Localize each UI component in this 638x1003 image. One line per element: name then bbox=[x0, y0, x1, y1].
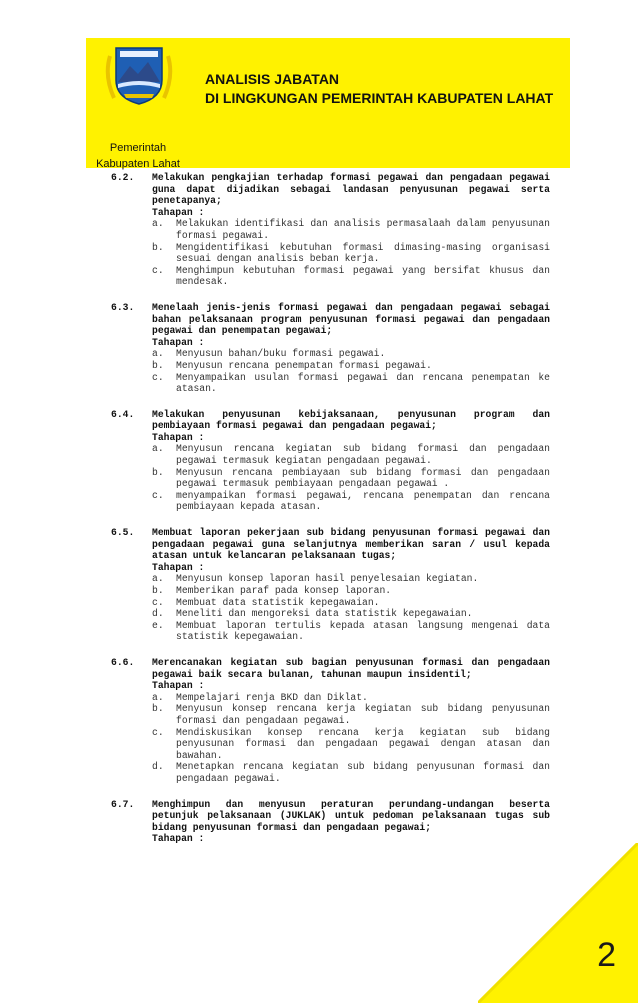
step-letter: b. bbox=[152, 241, 164, 253]
step-item bbox=[152, 620, 550, 643]
section-heading: Menelaah jenis-jenis formasi pegawai dan pengadaan pegawai sebagai bahan pelaksanaan program penyusunan formasi pegawai dan pengadaan pegawai dan penempatan pegawai; bbox=[152, 301, 550, 337]
step-letter: c. bbox=[152, 726, 164, 738]
section-heading: Menghimpun dan menyusun peraturan perundang-undangan beserta petunjuk pelaksanaan (JUKLAK) untuk pedoman pelaksanaan tugas sub bidang penyusunan formasi dan pengadaan pegawai; bbox=[152, 798, 550, 833]
step-item bbox=[152, 443, 550, 466]
step-text: menyampaikan formasi pegawai, rencana penempatan dan rencana pembiayaan kepada atasan. bbox=[176, 489, 550, 513]
step-letter: a. bbox=[152, 218, 164, 230]
step-letter: a. bbox=[152, 691, 164, 703]
step-text: Meneliti dan mengoreksi data statistik kepegawaian. bbox=[176, 608, 473, 620]
tahapan-label: Tahapan : bbox=[152, 561, 205, 573]
institution-line-2: Kabupaten Lahat bbox=[96, 158, 180, 170]
step-letter: d. bbox=[152, 761, 164, 773]
step-text: Mengidentifikasi kebutuhan formasi dimasing-masing organisasi sesuai dengan analisis beban kerja. bbox=[176, 241, 550, 265]
section-heading: Melakukan pengkajian terhadap formasi pegawai dan pengadaan pegawai guna dapat dijadikan sebagai landasan penyusunan pegawai serta penetapanya; bbox=[152, 172, 550, 207]
step-text: Menetapkan rencana kegiatan sub bidang penyusunan formasi dan pengadaan pegawai. bbox=[176, 761, 550, 784]
step-item bbox=[152, 608, 550, 620]
institution-line-1: Pemerintah bbox=[109, 142, 167, 154]
step-item bbox=[152, 727, 550, 762]
step-item bbox=[152, 242, 550, 265]
tahapan-label: Tahapan : bbox=[152, 833, 205, 845]
step-item bbox=[152, 597, 550, 609]
section-number: 6.4. bbox=[111, 408, 135, 420]
tahapan-label: Tahapan : bbox=[152, 206, 205, 218]
step-text: Memberikan paraf pada konsep laporan. bbox=[176, 585, 392, 596]
step-letter: a. bbox=[152, 443, 164, 455]
tahapan-label: Tahapan : bbox=[152, 680, 205, 692]
step-letter: c. bbox=[152, 371, 164, 383]
step-item bbox=[152, 372, 550, 395]
page-corner-decoration bbox=[478, 843, 638, 1003]
step-item bbox=[152, 585, 550, 597]
step-item bbox=[152, 467, 550, 490]
step-text: Menyusun rencana penempatan formasi pegawai. bbox=[176, 359, 432, 371]
step-letter: e. bbox=[152, 619, 164, 631]
step-item bbox=[152, 573, 550, 585]
section-number: 6.6. bbox=[111, 656, 135, 668]
section-heading: Merencanakan kegiatan sub bagian penyusunan formasi dan pengadaan pegawai baik secara bulanan, tahunan maupun insidentil; bbox=[152, 656, 550, 680]
step-letter: a. bbox=[152, 348, 164, 360]
step-text: Menyusun rencana pembiayaan sub bidang formasi dan pengadaan pegawai termasuk pembiayaan pengadaan pegawai . bbox=[176, 466, 550, 490]
task-section bbox=[104, 172, 550, 288]
step-text: Membuat data statistik kepegawaian. bbox=[176, 596, 380, 608]
task-section bbox=[104, 799, 550, 845]
section-heading: Melakukan penyusunan kebijaksanaan, penyusunan program dan pembiayaan formasi pegawai dan pengadaan pegawai; bbox=[152, 408, 550, 432]
step-text: Melakukan identifikasi dan analisis permasalaah dalam penyusunan formasi pegawai. bbox=[176, 218, 550, 241]
step-letter: c. bbox=[152, 264, 164, 276]
step-item bbox=[152, 490, 550, 513]
step-text: Mempelajari renja BKD dan Diklat. bbox=[176, 691, 368, 703]
step-letter: d. bbox=[152, 608, 164, 620]
step-item bbox=[152, 348, 550, 360]
step-letter: b. bbox=[152, 466, 164, 478]
step-item bbox=[152, 692, 550, 704]
step-item bbox=[152, 703, 550, 726]
document-header bbox=[86, 38, 570, 168]
tahapan-label: Tahapan : bbox=[152, 431, 205, 443]
step-letter: a. bbox=[152, 573, 164, 585]
institution-name bbox=[86, 140, 190, 172]
step-text: Mendiskusikan konsep rencana kerja kegiatan sub bidang penyusunan formasi dan pengadaan pegawai dengan atasan dan bawahan. bbox=[176, 726, 550, 761]
step-item bbox=[152, 761, 550, 784]
step-text: Menyusun konsep rencana kerja kegiatan sub bidang penyusunan formasi dan pengadaan pegawai. bbox=[176, 703, 550, 726]
step-item bbox=[152, 265, 550, 288]
step-text: Menyampaikan usulan formasi pegawai dan rencana penempatan ke atasan. bbox=[176, 371, 550, 395]
step-item bbox=[152, 218, 550, 241]
step-letter: c. bbox=[152, 489, 164, 501]
step-letter: b. bbox=[152, 585, 164, 596]
step-text: Membuat laporan tertulis kepada atasan langsung mengenai data statistik kepegawaian. bbox=[176, 619, 550, 643]
task-list bbox=[104, 172, 550, 859]
step-text: Menyusun konsep laporan hasil penyelesaian kegiatan. bbox=[176, 573, 479, 585]
task-section bbox=[104, 527, 550, 643]
title-line-1: ANALISIS JABATAN bbox=[205, 71, 340, 87]
step-item bbox=[152, 360, 550, 372]
section-heading: Membuat laporan pekerjaan sub bidang penyusunan formasi pegawai dan pengadaan pegawai guna selanjutnya memberikan saran / usul kepada atasan untuk kelancaran pelaksanaan tugas; bbox=[152, 527, 550, 562]
title-line-2: DI LINGKUNGAN PEMERINTAH KABUPATEN LAHAT bbox=[205, 90, 554, 106]
document-title bbox=[205, 70, 553, 108]
step-text: Menyusun rencana kegiatan sub bidang formasi dan pengadaan pegawai termasuk kegiatan pengadaan pegawai. bbox=[176, 443, 550, 467]
section-number: 6.2. bbox=[111, 172, 135, 183]
task-section bbox=[104, 302, 550, 395]
section-number: 6.3. bbox=[111, 301, 135, 313]
step-text: Menyusun bahan/buku formasi pegawai. bbox=[176, 348, 386, 360]
step-letter: b. bbox=[152, 703, 164, 715]
step-letter: b. bbox=[152, 359, 164, 371]
step-text: Menghimpun kebutuhan formasi pegawai yang bersifat khusus dan mendesak. bbox=[176, 264, 550, 288]
page-number: 2 bbox=[597, 936, 616, 974]
task-section bbox=[104, 657, 550, 785]
section-number: 6.5. bbox=[111, 527, 135, 539]
task-section bbox=[104, 409, 550, 513]
section-number: 6.7. bbox=[111, 798, 135, 810]
step-letter: c. bbox=[152, 596, 164, 608]
tahapan-label: Tahapan : bbox=[152, 336, 205, 348]
kabupaten-lahat-emblem-icon bbox=[102, 42, 176, 108]
